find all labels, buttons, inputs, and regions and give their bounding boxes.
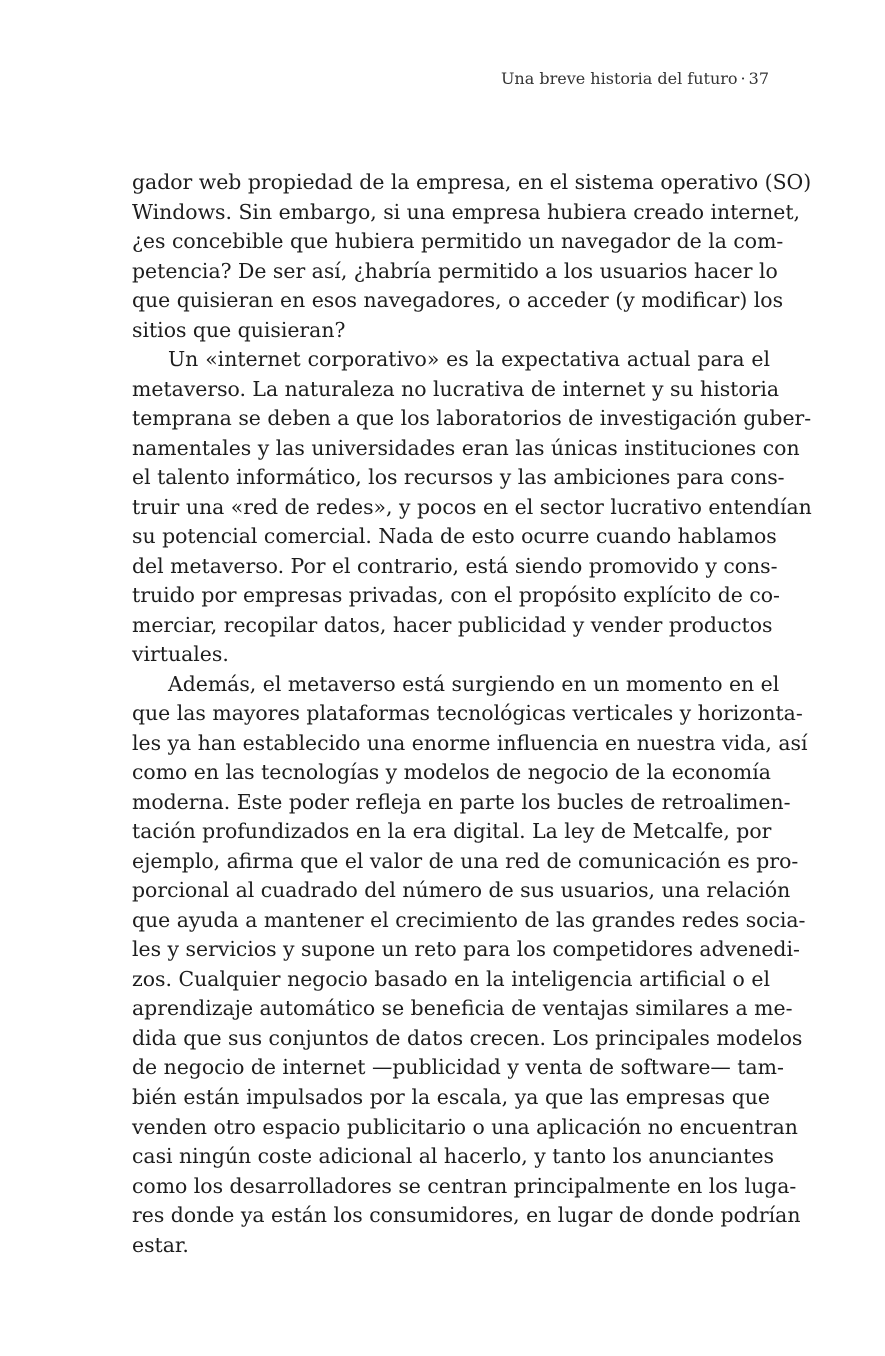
text-line: como en las tecnologías y modelos de negocio de la economía [132,760,771,785]
text-line: venden otro espacio publicitario o una aplicación no encuentran [132,1114,798,1139]
text-line: Un «internet corporativo» es la expectativa actual para el [168,347,770,372]
text-line: truir una «red de redes», y pocos en el sector lucrativo entendían [132,494,812,519]
text-line: gador web propiedad de la empresa, en el sistema operativo (SO) [132,170,812,194]
text-line: estar. [132,1232,189,1257]
running-head-separator: · [740,69,746,88]
text-line: tación profundizados en la era digital. La ley de Metcalfe, por [132,819,772,844]
text-line: les ya han establecido una enorme influencia en nuestra vida, así [132,730,808,755]
text-line: porcional al cuadrado del número de sus usuarios, una relación [132,878,791,903]
text-line: truido por empresas privadas, con el propósito explícito de co- [132,583,780,608]
text-line: virtuales. [132,642,229,667]
text-line: bién están impulsados por la escala, ya que las empresas que [132,1084,770,1109]
text-line: Además, el metaverso está surgiendo en un momento en el [168,671,780,696]
paragraph [132,168,812,345]
running-head [501,68,769,90]
paragraph [132,670,808,1260]
text-line: merciar, recopilar datos, hacer publicidad y vender productos [132,612,773,637]
text-line: ejemplo, afirma que el valor de una red de comunicación es pro- [132,848,799,873]
body-text [132,168,812,1260]
text-line: les y servicios y supone un reto para los competidores advenedi- [132,937,800,962]
text-line: ¿es concebible que hubiera permitido un navegador de la com- [132,229,784,254]
text-line: del metaverso. Por el contrario, está siendo promovido y cons- [132,553,778,578]
page-number: 37 [748,69,769,88]
text-line: el talento informático, los recursos y las ambiciones para cons- [132,465,785,490]
text-line: metaverso. La naturaleza no lucrativa de internet y su historia [132,376,780,401]
text-line: moderna. Este poder refleja en parte los bucles de retroalimen- [132,789,791,814]
text-line: sitios que quisieran? [132,317,346,342]
text-line: zos. Cualquier negocio basado en la inteligencia artificial o el [132,966,770,991]
text-line: su potencial comercial. Nada de esto ocurre cuando hablamos [132,524,777,549]
text-line: casi ningún coste adicional al hacerlo, y tanto los anunciantes [132,1144,774,1169]
text-line: aprendizaje automático se beneficia de ventajas similares a me- [132,996,793,1021]
text-line: temprana se deben a que los laboratorios de investigación guber- [132,406,812,431]
text-line: que las mayores plataformas tecnológicas verticales y horizonta- [132,701,803,726]
text-line: dida que sus conjuntos de datos crecen. Los principales modelos [132,1025,803,1050]
paragraph [132,345,812,670]
running-title: Una breve historia del futuro [500,69,738,88]
text-line: que ayuda a mantener el crecimiento de las grandes redes socia- [132,907,806,932]
text-line: que quisieran en esos navegadores, o acceder (y modificar) los [132,288,784,313]
text-line: Windows. Sin embargo, si una empresa hubiera creado internet, [132,199,800,224]
text-line: petencia? De ser así, ¿habría permitido a los usuarios hacer lo [132,258,778,283]
text-line: como los desarrolladores se centran principalmente en los luga- [132,1173,797,1198]
text-line: namentales y las universidades eran las únicas instituciones con [132,435,800,460]
text-line: res donde ya están los consumidores, en lugar de donde podrían [132,1203,801,1228]
text-line: de negocio de internet —publicidad y venta de software— tam- [132,1055,784,1080]
